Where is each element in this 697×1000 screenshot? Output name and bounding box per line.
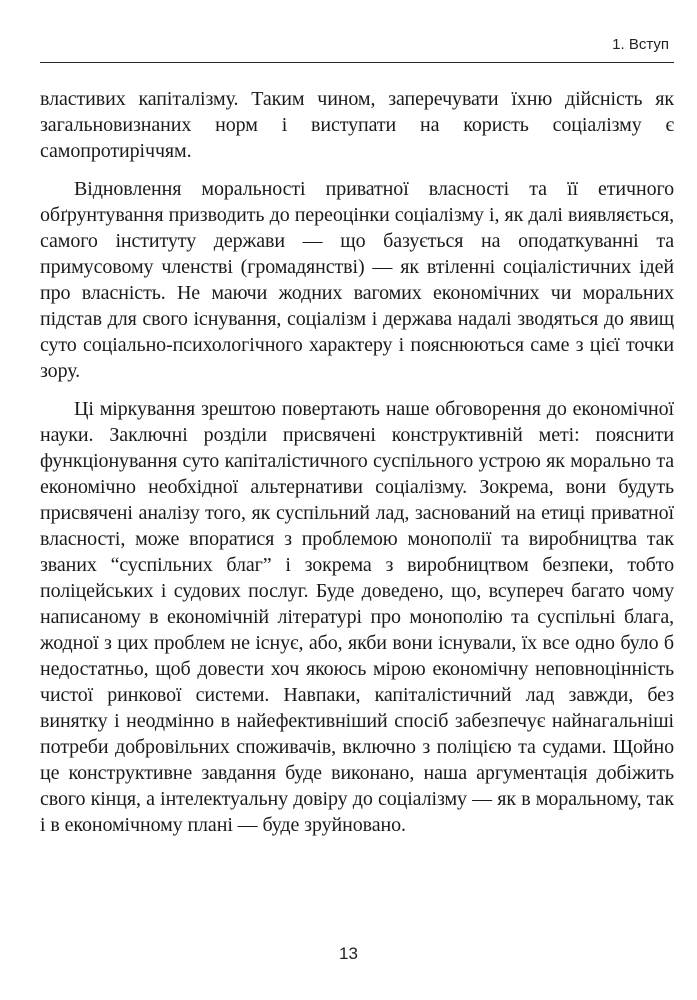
- paragraph-continued: властивих капіталізму. Таким чином, заперечувати їхню дійсність як загальновизнаних норм і виступати на користь соціалізму є самопротиріччям.: [40, 88, 674, 162]
- running-header: 1. Вступ: [612, 36, 669, 53]
- paragraph-property-morality: Відновлення моральності приватної власності та її етичного обґрунтування призводить до переоцінки соціалізму і, як далі виявляється, самого інституту держави — що базується на оподаткуванні та примусовому членстві (громадянстві) — як втіленні соціалістичних ідей про власність. Не маючи жодних вагомих економічних чи моральних підстав для свого існування, соціалізм і держава надалі зводяться до явищ суто соціально-психологічного характеру і пояснюються саме з цієї точки зору.: [40, 178, 674, 382]
- page-number: 13: [339, 944, 358, 963]
- body-text: [40, 86, 674, 850]
- paragraph-economics-conclusion: Ці міркування зрештою повертають наше обговорення до економічної науки. Заключні розділи присвячені конструктивній меті: пояснити функціонування суто капіталістичного суспільного устрою як морально та економічно необхідної альтернативи соціалізму. Зокрема, вони будуть присвячені аналізу того, як суспільний лад, заснований на етиці приватної власності, може впоратися з проблемою монополії та виробництва так званих “суспільних благ” і зокрема з виробництвом безпеки, тобто поліцейських і судових послуг. Буде доведено, що, всупереч багато чому написаному в економічній літературі про монополію та суспільні блага, жодної з цих проблем не існує, або, якби вони існували, їх все одно було б недостатньо, щоб довести хоч якоюсь мірою економічну неповноцінність чистої ринкової системи. Навпаки, капіталістичний лад завжди, без винятку і неодмінно в найефективніший спосіб забезпечує найнагальніші потреби добровільних споживачів, включно з поліцією та судами. Щойно це конструктивне завдання буде виконано, наша аргументація добіжить свого кінця, а інтелектуальну довіру до соціалізму — як в моральному, так і в економічному плані — буде зруйновано.: [40, 398, 674, 836]
- header-rule: [40, 62, 674, 63]
